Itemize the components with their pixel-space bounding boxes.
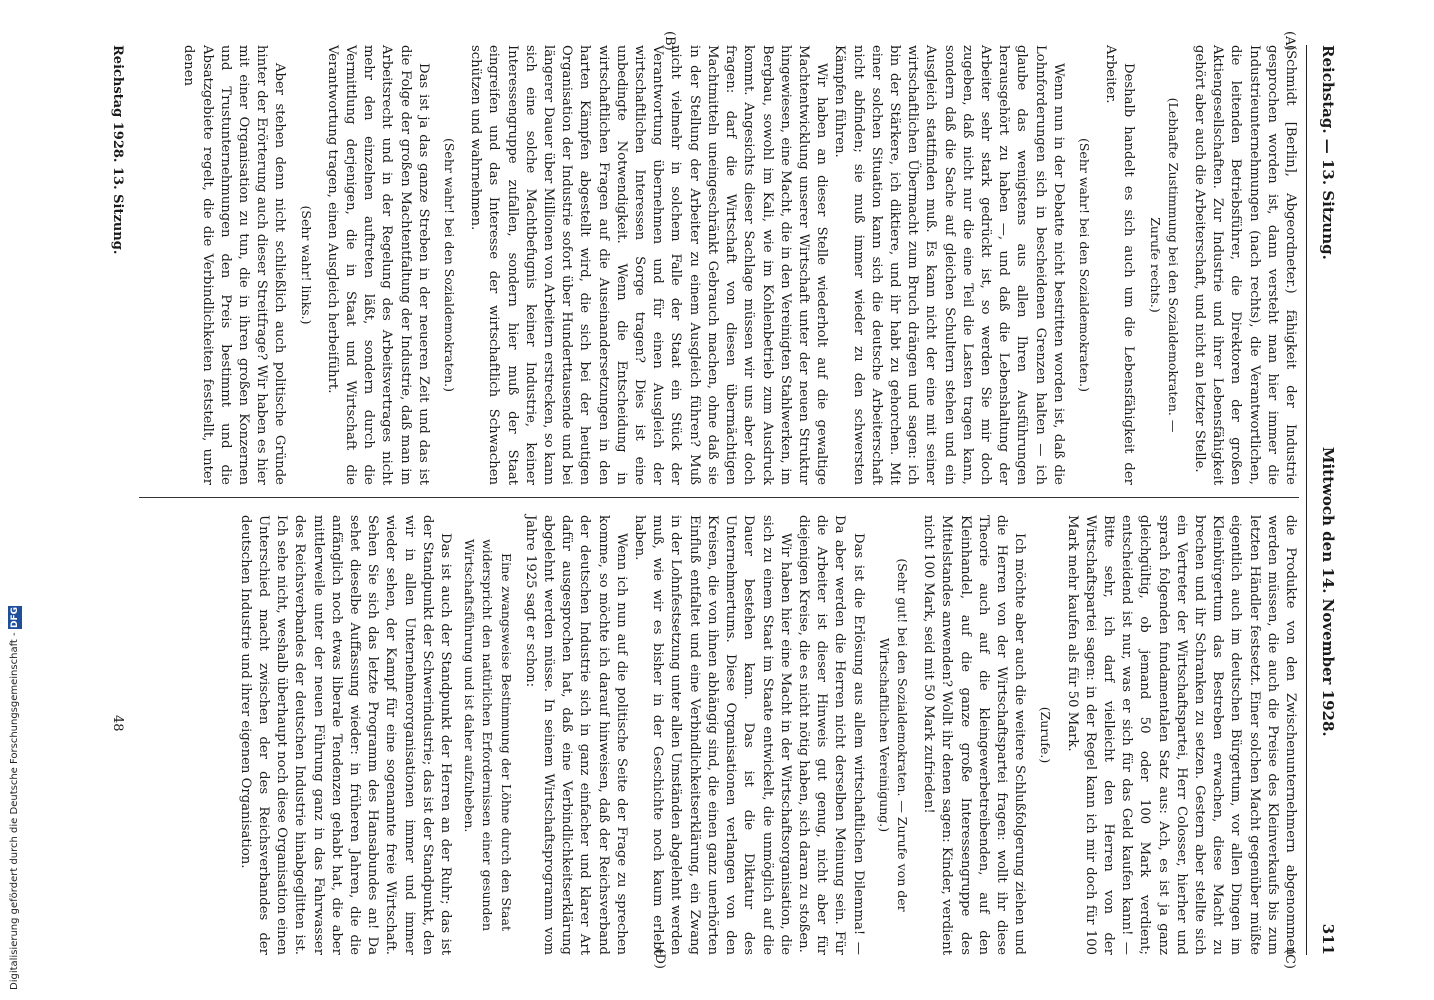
margin-marker-b: (B) <box>662 31 677 51</box>
credit-text: Digitalisierung gefördert durch die Deutsche Forschungsgemeinschaft - <box>9 632 20 990</box>
paragraph: Das ist auch der Standpunkt der Herren an der Ruhr; das ist der Standpunkt der Schwerindustrie; das ist der Standpunkt, den wir in allen Unternehmerorganisationen immer und immer wieder sehen, der Kampf für eine sogenannte freie Wirtschaft. Sehen Sie sich das letzte Programm des Hansabundes an! Da sehet dieselbe Auffassung wieder: in früheren Jahren, die die anfänglich noch etwas liberale Tendenzen gehabt hat, die aber mittlerweile unter der neuen Führung ganz in das Fahrwasser des Reichsverbandes der deutschen Industrie hinabgeglitten ist. Ich sehe nicht, weshalb überhaupt noch diese Organisation einen Unterschied macht zwischen der des Reichsverbandes der deutschen Industrie und ihrer eigenen Organisation. <box>237 515 454 955</box>
paragraph: Wenn ich nun auf die politische Seite der Frage zu sprechen komme, so möchte ich darauf hinweisen, daß der Reichsverband der deutschen Industrie sich in ganz einfacher und klarer Art dafür ausgesprochen hat, daß eine Verbindlichkeitserklärung abgelehnt werden müsse. In seinem Wirtschaftsprogramm vom Jahre 1925 sagt er schon: <box>522 515 629 955</box>
header-rule <box>1306 45 1307 955</box>
page-header <box>1309 45 1337 955</box>
interjection: (Lebhafte Zustimmung bei den Sozialdemokraten. — Zurufe rechts.) <box>1147 97 1181 433</box>
header-left: Reichstag. — 13. Sitzung. <box>1319 45 1337 260</box>
rotated-page <box>77 31 1357 969</box>
paragraph: Deshalb handelt es sich auch um die Lebensfähigkeit der Arbeiter. <box>1103 45 1137 485</box>
interjection: (Sehr gut! bei den Sozialdemokraten. — Zurufe von der Wirtschaftlichen Vereinigung.) <box>876 558 910 912</box>
interjection: (Sehr wahr! links.) <box>298 205 314 325</box>
paragraph: Aber stehen denn nicht schließlich auch politische Gründe hinter der Erörterung auch dieser Streitfrage? Wir haben es hier mit einer Organisation zu tun, die in ihren großen Konzernen und Trustunternehmungen den Preis bestimmt und die Absatzgebiete regelt, die die Verbindlichkeiten feststellt, unter denen <box>181 45 288 485</box>
paragraph: Das ist die Erlösung aus allem wirtschaftlichen Dilemma! — Da aber werden die Herren nicht derselben Meinung sein. Für die Arbeiter ist dieser Hinweis gut genug, nicht aber für diejenigen Kreise, die es nicht nötig haben, sich daran zu stoßen. <box>795 515 866 955</box>
page-number: 311 <box>1319 923 1337 955</box>
footer-session: Reichstag 1928. 13. Sitzung. <box>110 45 125 255</box>
footer-sheet-number: 48 <box>110 715 125 732</box>
text-column-right <box>236 515 1299 955</box>
interjection: (Zurufe.) <box>1038 706 1054 764</box>
text-column-left <box>179 45 1299 485</box>
margin-marker-c: (C) <box>1282 948 1297 969</box>
column-divider <box>139 497 1299 498</box>
margin-marker-a: (A) <box>1282 31 1297 51</box>
header-date: Mittwoch den 14. November 1928. <box>1319 446 1337 737</box>
paragraph: Wir haben hier eine Macht in der Wirtschaftsorganisation, die sich zu einem Staat im Staate entwickelt, die unmöglich auf die Dauer bestehen kann. Das ist die Diktatur des Unternehmertums. Diese Organisationen verlangen von den Kreisen, die von ihnen abhängig sind, die einen ganz unerhörten Einfluß entfaltet und eine Verbindlichkeitserklärung, ein Zwang in der Lohnfestsetzung unter allen Umständen abgelehnt werden muß, wie wir es bisher in der Geschichte noch kaum erlebt haben. <box>632 515 793 955</box>
interjection: (Sehr wahr! bei den Sozialdemokraten.) <box>1076 137 1092 393</box>
dfg-logo: DFG <box>10 607 20 629</box>
paragraph: Wir haben an dieser Stelle wiederholt auf die gewaltige Machtentwicklung unserer Wirtschaft unter der neuen Struktur hingewiesen, eine Macht, die in den Vereinigten Stahlwerken, im Bergbau, sowohl im Kali, wie im Kohlenbetrieb zum Ausdruck kommt. Angesichts dieser Sachlage müssen wir uns aber doch fragen: darf die Wirtschaft von diesen übermächtigen Machtmitteln uneingeschränkt Gebrauch machen, ohne daß sie in der Stellung der Arbeiter zu einem Ausgleich führen? Muß nicht vielmehr in solchem Falle der Staat ein Stück der Verantwortung übernehmen und für einen Ausgleich der wirtschaftlichen Interessen Sorge tragen? Dies ist eine unbedingte Notwendigkeit. Wenn die Entscheidung in wirtschaftlichen Fragen auf die Auseinandersetzungen in den harten Kämpfen abgestellt wird, die sich bei der heutigen Organisation der Industrie sofort über Hunderttausende und bei längerer Dauer über Millionen von Arbeitern erstrecken, so kann sich eine solche Machtbefugnis keiner Industrie, keiner Interessengruppe zufallen, sondern hier muß der Staat eingreifen und das Interesse der wirtschaftlich Schwachen schützen und wahrnehmen. <box>468 45 830 485</box>
paragraph: die Produkte von den Zwischenunternehmern abgenommen werden müssen, die auch die Preise des Kleinverkaufs bis zum letzten Händler festsetzt. Einer solchen Macht gegenüber müßte eigentlich auch im deutschen Bürgertum, vor allen Dingen im Kleinbürgertum das Bestreben erwachen, diese Macht zu brechen und ihr Schranken zu setzen. Gestern aber stellte sich ein Vertreter der Wirtschaftspartei, Herr Colosser, hierher und sprach folgenden fundamentalen Satz aus: Ach, es ist ja ganz gleichgültig, ob jemand 50 oder 100 Mark verdient; entscheidend ist nur, was er sich für das Geld kaufen kann! — Bitte sehr, ich darf vielleicht den Herren von der Wirtschaftspartei sagen: in der Regel kann ich mir doch für 100 Mark mehr kaufen als für 50 Mark. <box>1064 515 1298 955</box>
block-quote: Eine zwangsweise Bestimmung der Löhne durch den Staat widerspricht den natürlichen Erfordernissen einer gesunden Wirtschaftsführung und ist daher aufzuheben. <box>462 539 514 931</box>
paragraph: Ich möchte aber auch die weitere Schlußfolgerung ziehen und die Herren von der Wirtschaftspartei fragen: wollt ihr diese Theorie auch auf die kleingewerbetreibenden, auf den Kleinhandel, auf die ganze große Interessengruppe des Mittelstandes anwenden? Wollt ihr denen sagen: Kinder, verdient nicht 100 Mark, seid mit 50 Mark zufrieden! <box>921 515 1028 955</box>
margin-marker-d: (D) <box>652 948 667 969</box>
interjection: (Sehr wahr! bei den Sozialdemokraten.) <box>442 137 458 393</box>
digitization-credit <box>8 590 24 990</box>
paragraph: (Schmidt [Berlin], Abgeordneter.) fähigkeit der Industrie gesprochen worden ist, dann versteht man hier immer die Industrieunternehmungen (nach rechts), die Verantwortlichen, die leitenden Betriebsführer, die Direktoren der großen Aktiengesellschaften. Zur Industrie und ihrer Lebensfähigkeit gehört aber auch die Arbeiterschaft, und nicht an letzter Stelle. <box>1191 45 1298 485</box>
paragraph: Wenn nun in der Debatte nicht bestritten worden ist, daß die Lohnforderungen sich in bescheidenen Grenzen halten — ich glaube das wenigstens aus allen Ihren Ausführungen herausgehört zu haben —, und daß die Lebenshaltung der Arbeiter sehr stark gedrückt ist, so werden Sie mir doch zugeben, daß nicht nur die eine Teil die Lasten tragen kann, sondern daß die Sache auf gleichen Schultern stehen und ein Ausgleich stattfinden muß. Es kann nicht der eine mit seiner wirtschaftlichen Übermacht zum Bruch drängen und sagen: ich bin der Stärkere, ich diktiere, und ihr habt zu gehorchen. Mit einer solchen Situation kann sich die deutsche Arbeiterschaft nicht abfinden; sie muß immer wieder zu den schwersten Kämpfen führen. <box>832 45 1066 485</box>
paragraph: Das ist ja das ganze Streben in der neueren Zeit und das ist die Folge der großen Machtentfaltung der Industrie, daß man im Arbeitsrecht und in der Regelung des Arbeitsvertrages nicht mehr den einzelnen auftreten läßt, sondern durch die Vermittlung derjenigen, die in Staat und Wirtschaft die Verantwortung tragen, einen Ausgleich herbeiführt. <box>324 45 431 485</box>
